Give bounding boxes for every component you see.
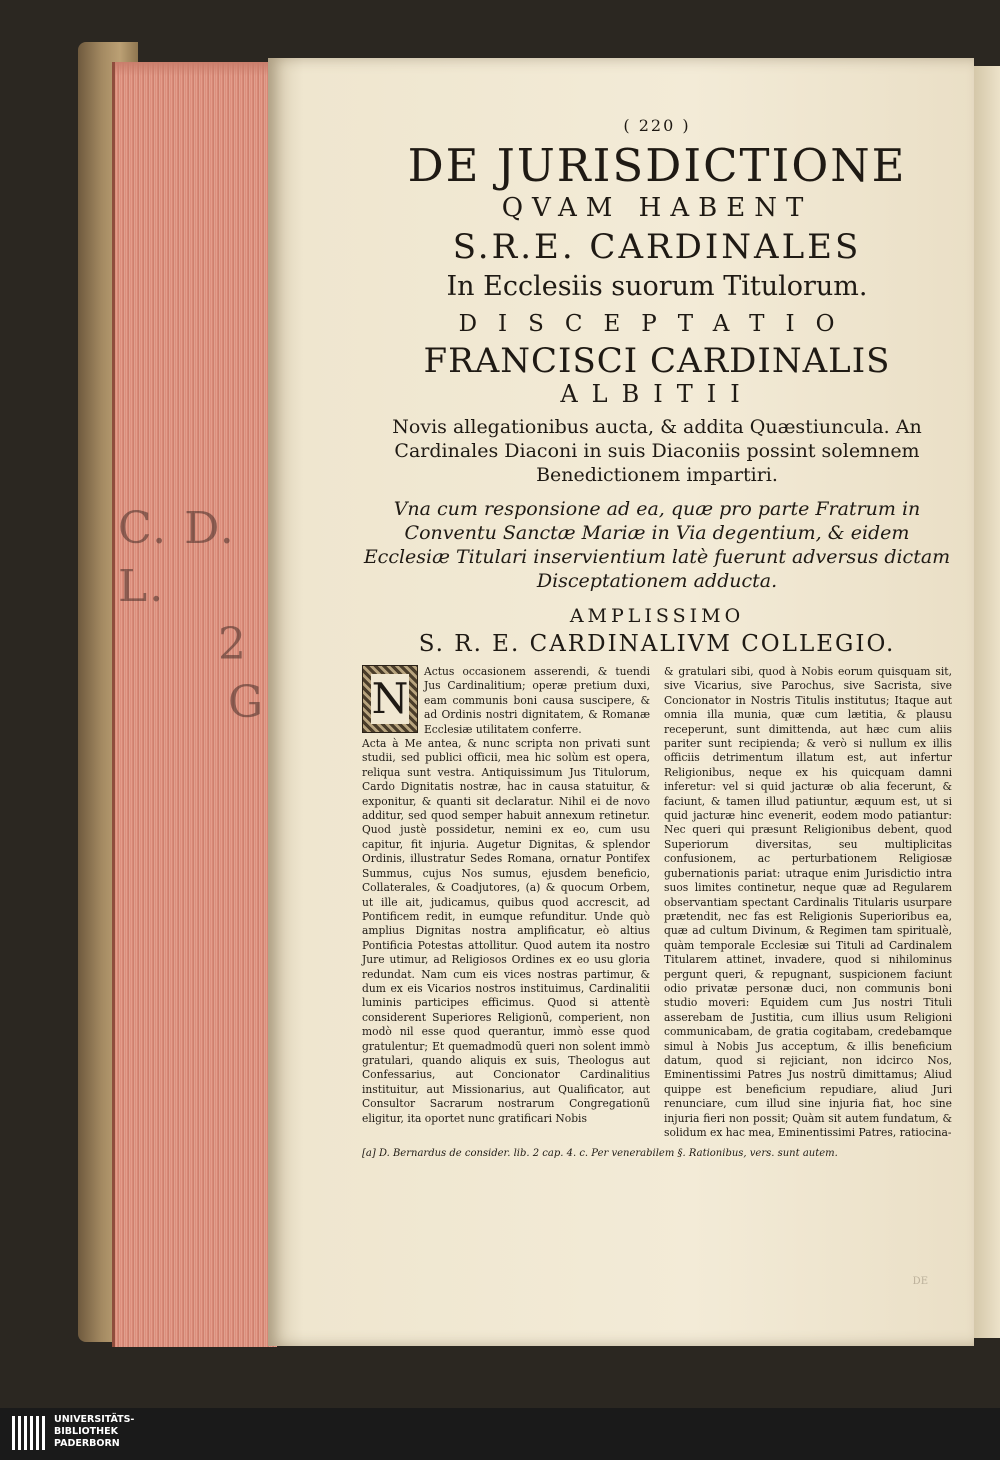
dedication-line-2: S. R. E. CARDINALIVM COLLEGIO. [418, 631, 896, 657]
logo-line: BIBLIOTHEK [54, 1426, 118, 1437]
text-columns [362, 665, 952, 1140]
title-line-1: DE JURISDICTIONE [407, 139, 907, 192]
stamp-line: C. D. L. [118, 503, 236, 612]
logo-line: PADERBORN [54, 1438, 120, 1449]
footnote: [a] D. Bernardus de consider. lib. 2 cap. 4. c. Per venerabilem §. Rationibus, vers. sunt autem. [362, 1148, 838, 1160]
library-stamp [118, 500, 278, 728]
decorated-initial [362, 665, 418, 733]
title-line-4: In Ecclesiis suorum Titulorum. [446, 271, 868, 302]
dedication-line-1: AMPLISSIMO [569, 605, 745, 627]
left-column [362, 665, 650, 1140]
title-line-6: FRANCISCI CARDINALIS [423, 341, 891, 381]
title-line-5: DISCEPTATIO [458, 311, 856, 337]
library-logo-icon [12, 1416, 48, 1450]
right-column [664, 665, 952, 1140]
title-line-7: ALBITII [560, 380, 754, 408]
book-page [268, 58, 974, 1346]
stamp-line: G [228, 677, 266, 728]
paragraph: Actus occasionem asserendi, & tuendi Jus Cardinalitium; operæ pretium duxi, eam communis boni causa suscipere, & ad Ordinis nostri dignitatem, & Romanæ Ecclesiæ utilitatem conferre. [424, 665, 650, 736]
description: Novis allegationibus aucta, & addita Quæstiuncula. An Cardinales Diaconi in suis Diaconiis possint solemnem Benedictionem impartiri. [392, 416, 922, 486]
paragraph: & gratulari sibi, quod à Nobis eorum quisquam sit, sive Vicarius, sive Parochus, sive Sacrista, sive Concionator in Nostris Titulis institutus; Itaque aut omnia illa munia, quæ cum lætitia, & plausu receperunt, sunt dimittenda, aut hæc cum aliis pariter sunt recipienda; & verò si nullum ex illis officiis detrimentum illatum est, aut infertur Religionibus, neque ex his quicquam damni inferetur: vel si quid jacturæ ob alia fecerunt, & faciunt, & tamen illud patiuntur, æquum est, ut si quid jacturæ hinc evenerit, eodem modo patiantur: Nec queri qui præsunt Religionibus debent, quod Superiorum diversitas, seu multiplicitas confusionem, ac perturbationem Religiosæ gubernationis pariat: utraque enim Jurisdictio intra suos limites continetur, neque quæ ad Regularem observantiam spectant Cardinalis Titularis usurpare prætendit, nec fas est Religionis Superioribus ea, quæ ad cultum Divinum, & Regimen tam spiritualè, quàm temporale Ecclesiæ sui Tituli ad Cardinalem Titularem attinet, invadere, quod si nihilominus pergunt queri, & repugnant, suspicionem faciunt odio privatæ personæ duci, non communis boni studio moveri: Equidem cum Jus nostri Tituli asserebam de Justitia, cum illius usum Religioni communicabam, de gratia cogitabam, credebamque simul à Nobis Jus acceptum, & illis beneficium datum, quod si rejiciant, non idcirco Nos, Eminentissimi Patres Jus nostrũ dimittamus; Aliud quippe est beneficium repudiare, aliud Juri renunciare, cum illud sine injuria fiat, hoc sine injuria fieri non possit; Quàm sit autem fundatum, & solidum ex hac mea, Eminentissimi Patres, ratiocina- [664, 665, 952, 1139]
title-line-2: QVAM HABENT [501, 193, 813, 223]
stamp-line: 2 [218, 619, 248, 670]
italic-note: Vna cum responsione ad ea, quæ pro parte Fratrum in Conventu Sanctæ Mariæ in Via degentium, & eidem Ecclesiæ Titulari inservientium latè fuerunt adversus dictam Disceptationem adducta. [363, 498, 951, 592]
library-logo-text [54, 1414, 134, 1450]
page-content [362, 116, 952, 1159]
catchword: DE [912, 1276, 928, 1287]
logo-line: UNIVERSITÄTS- [54, 1414, 135, 1425]
initial-letter: N [371, 674, 409, 723]
paragraph: Acta à Me antea, & nunc scripta non privati sunt studii, sed publici officii, mea hic solùm est opera, reliqua sunt vestra. Antiquissimum Jus Titulorum, Cardo Dignitatis nostræ, hac in causa statuitur, & exponitur, & quanti sit declaratur. Nihil ei de novo additur, sed quod semper habuit annexum retinetur. Quod justè possidetur, nemini ex eo, cum usu capitur, fit injuria. Augetur Dignitas, & splendor Ordinis, illustratur Sedes Romana, ornatur Pontifex Summus, cujus Nos sumus, ejusdem beneficio, Collaterales, & Coadjutores, (a) & quocum Orbem, ut ille ait, judicamus, quibus quod accrescit, ad Pontificem redit, in eumque refunditur. Unde quò amplius Dignitas nostra amplificatur, eò altius Pontificia Potestas attollitur. Quod autem ita nostro Jure utimur, ad Religiosos Ordines ex eo usu gloria redundat. Nam cum eis vices nostras partimur, & dum ex eis Vicarios nostros instituimus, Cardinalitii luminis participes efficimus. Quod si attentè considerent Superiores Religionũ, comperient, non modò nil esse quod querantur, immò esse quod gratulentur; Et quemadmodũ queri non solent immò gratulari, quando aliquis ex suis, Theologus aut Confessarius, aut Concionator Cardinalitius instituitur, aut Missionarius, aut Qualificator, aut Consultor Sacrarum nostrarum Congregationũ eligitur, ita oportet nunc gratificari Nobis [362, 737, 650, 1125]
title-line-3: S.R.E. CARDINALES [452, 227, 862, 267]
page-number: ( 220 ) [623, 116, 691, 135]
library-logo-bar [0, 1408, 1000, 1460]
